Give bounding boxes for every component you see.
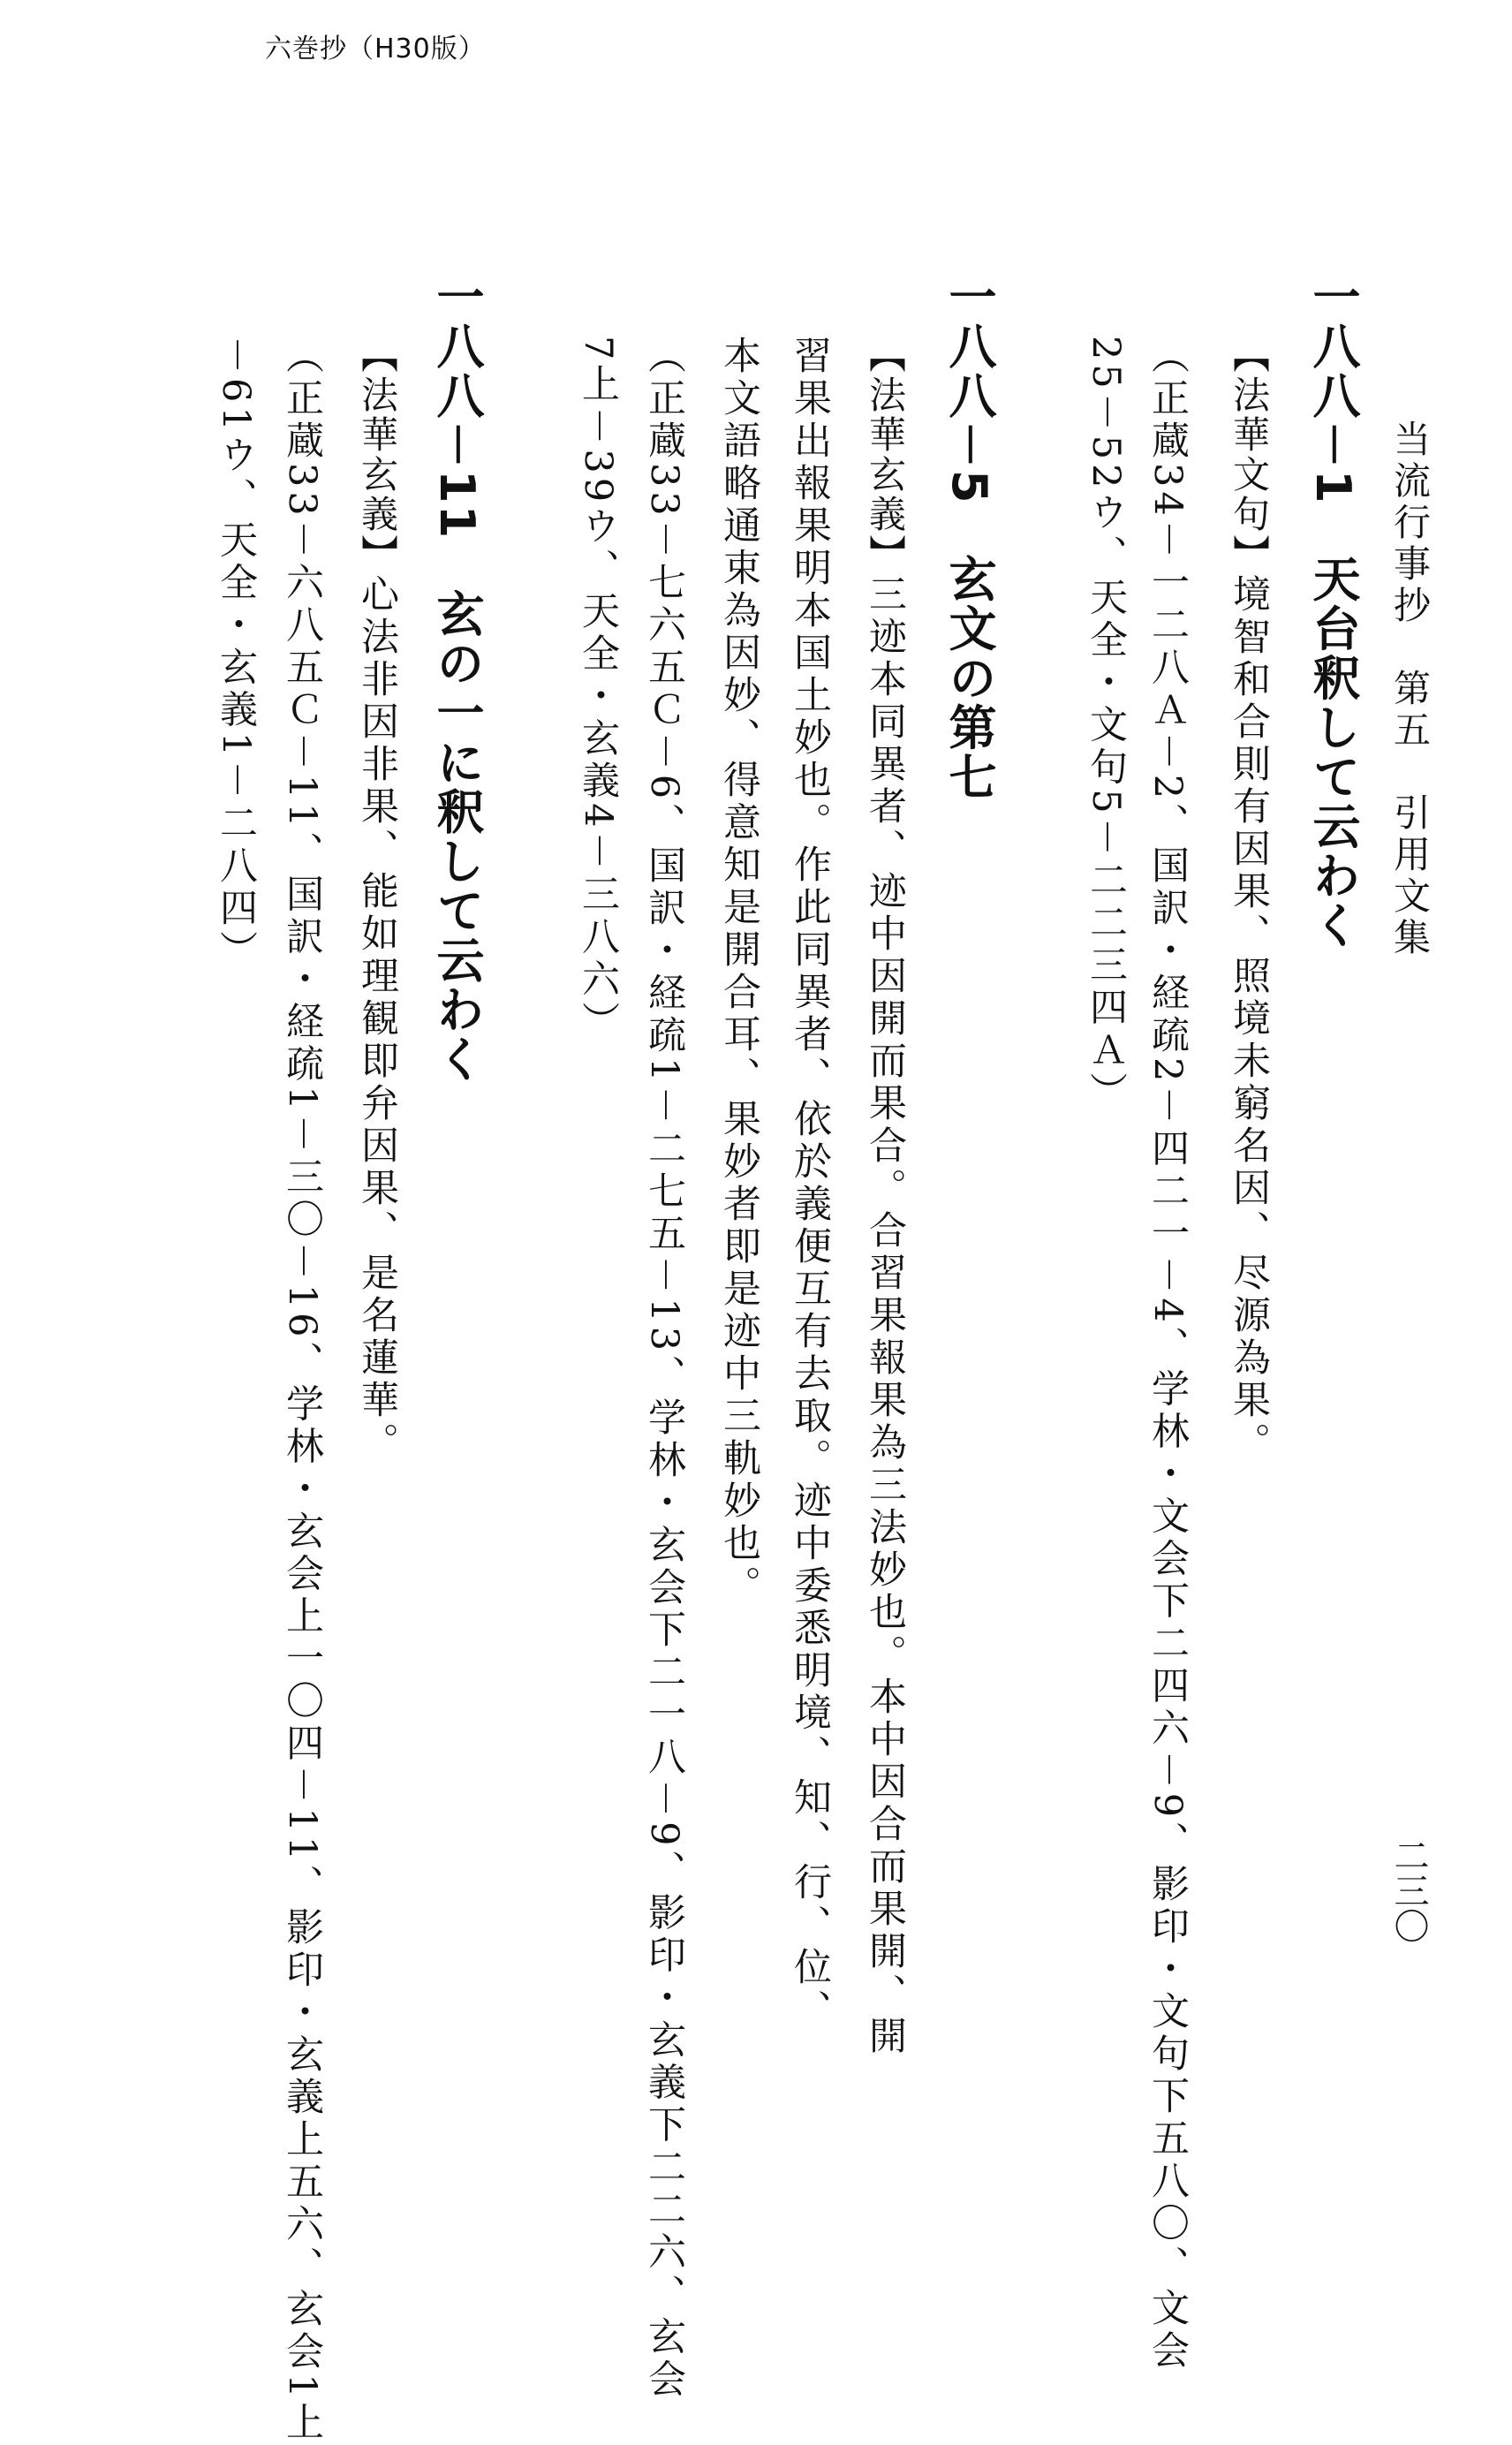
passage-text: 境智和合則有因果、照境未窮名因、尽源為果。	[1227, 574, 1271, 1465]
passage-line: 本文語略通束為因妙、得意知是開合耳、果妙者即是迹中三軌妙也。	[717, 336, 761, 1608]
section-text	[355, 336, 399, 1465]
section-heading: 一八八－11 玄の一に釈して云わく	[429, 272, 485, 1085]
passage-text: 三迹本同異者、迹中因開而果合。合習果報果為三法妙也。本中因合而果開、開	[863, 574, 907, 2058]
document-label: 六巻抄（H30版）	[265, 34, 486, 64]
reference-line: 7上－39ウ、天全・玄義4－三八六）	[576, 336, 620, 1044]
running-head: 当流行事抄 第五 引用文集	[1388, 420, 1432, 959]
source-tag: 【法華文句】	[1228, 336, 1271, 574]
source-tag: 【法華玄義】	[356, 336, 399, 574]
source-tag: 【法華玄義】	[864, 336, 907, 574]
passage-text: 心法非因非果、能如理観即弁因果、是名蓮華。	[355, 574, 399, 1465]
reference-line: 25－52ウ、天全・文句5－二二三四Ａ）	[1084, 336, 1128, 1115]
page-number: 二三〇	[1388, 1837, 1429, 1943]
reference-line: （正蔵33－七六五Ｃ－6、国訳・経疏1－二七五－13、学林・玄会下二一八－9、影印・玄義下二二六、玄会	[642, 336, 686, 2402]
reference-line: （正蔵34－一二八Ａ－2、国訳・経疏2－四二一－4、学林・文会下二四六－9、影印・文句下五八〇、文会	[1145, 336, 1190, 2373]
section-text	[863, 336, 907, 2058]
reference-line: －61ウ、天全・玄義1－二八四）	[214, 336, 258, 973]
section-text	[1227, 336, 1271, 1465]
section-heading: 一八八－5 玄文の第七	[941, 272, 997, 802]
reference-line: （正蔵33－六八五Ｃ－11、国訳・経疏1－三〇－16、学林・玄会上一〇四－11、影印・玄義上五六、玄会1上	[280, 336, 324, 2445]
passage-line: 習果出報果明本国土妙也。作此同異者、依於義便互有去取。迹中委悉明境、知、行、位、	[788, 336, 832, 2032]
section-heading: 一八八－1 天台釈して云わく	[1305, 272, 1361, 950]
